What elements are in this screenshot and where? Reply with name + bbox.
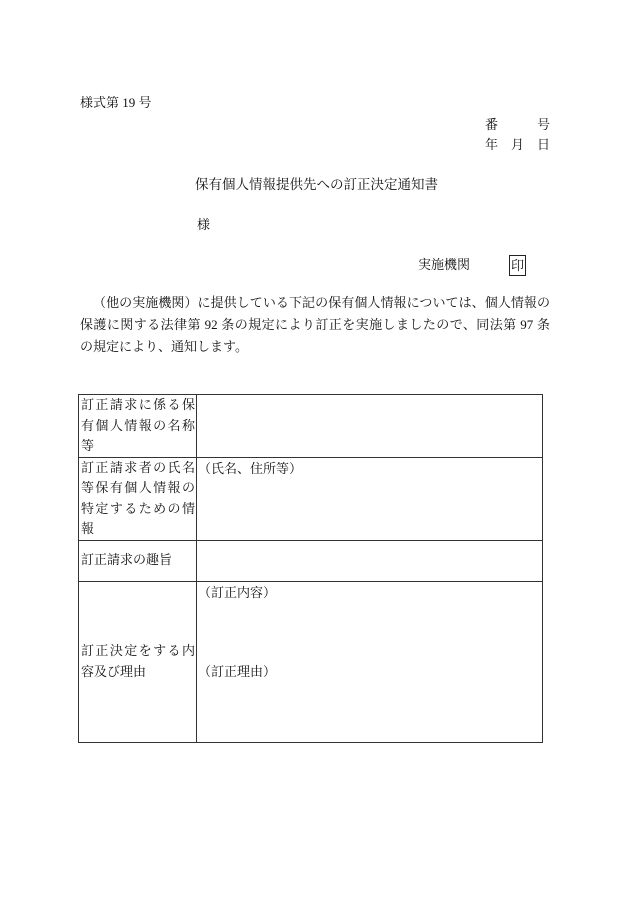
row-content-record-name [197, 395, 543, 458]
document-number-label: 番 号 [485, 117, 551, 132]
row-content-requester-info: （氏名、住所等） [197, 457, 543, 540]
seal-box: 印 [509, 255, 526, 276]
issuer-label: 実施機関 [418, 257, 471, 272]
form-number: 様式第 19 号 [80, 95, 152, 110]
table-row [79, 457, 543, 540]
body-line: 保護に関する法律第 92 条の規定により訂正を実施しましたので、同法第 97 条 [80, 317, 550, 332]
document-title: 保有個人情報提供先への訂正決定通知書 [195, 177, 438, 192]
correction-content-label: （訂正内容） [198, 584, 277, 600]
date-label: 年 月 日 [485, 137, 551, 152]
row-label-record-name: 訂正請求に係る保有個人情報の名称等 [79, 395, 197, 458]
addressee-suffix: 様 [197, 217, 211, 232]
table-row [79, 395, 543, 458]
row-label-requester-info: 訂正請求者の氏名等保有個人情報の特定するための情報 [79, 457, 197, 540]
body-line: の規定により、通知します。 [80, 339, 248, 354]
notice-body [80, 292, 550, 358]
row-label-request-purpose: 訂正請求の趣旨 [79, 540, 197, 581]
body-line: （他の実施機関）に提供している下記の保有個人情報については、個人情報の [93, 295, 550, 310]
row-label-decision-details: 訂正決定をする内容及び理由 [79, 581, 197, 742]
table-row [79, 581, 543, 742]
details-table [78, 394, 543, 743]
table-row [79, 540, 543, 581]
row-content-request-purpose [197, 540, 543, 581]
correction-reason-label: （訂正理由） [198, 664, 277, 679]
row-content-decision-details [197, 581, 543, 742]
